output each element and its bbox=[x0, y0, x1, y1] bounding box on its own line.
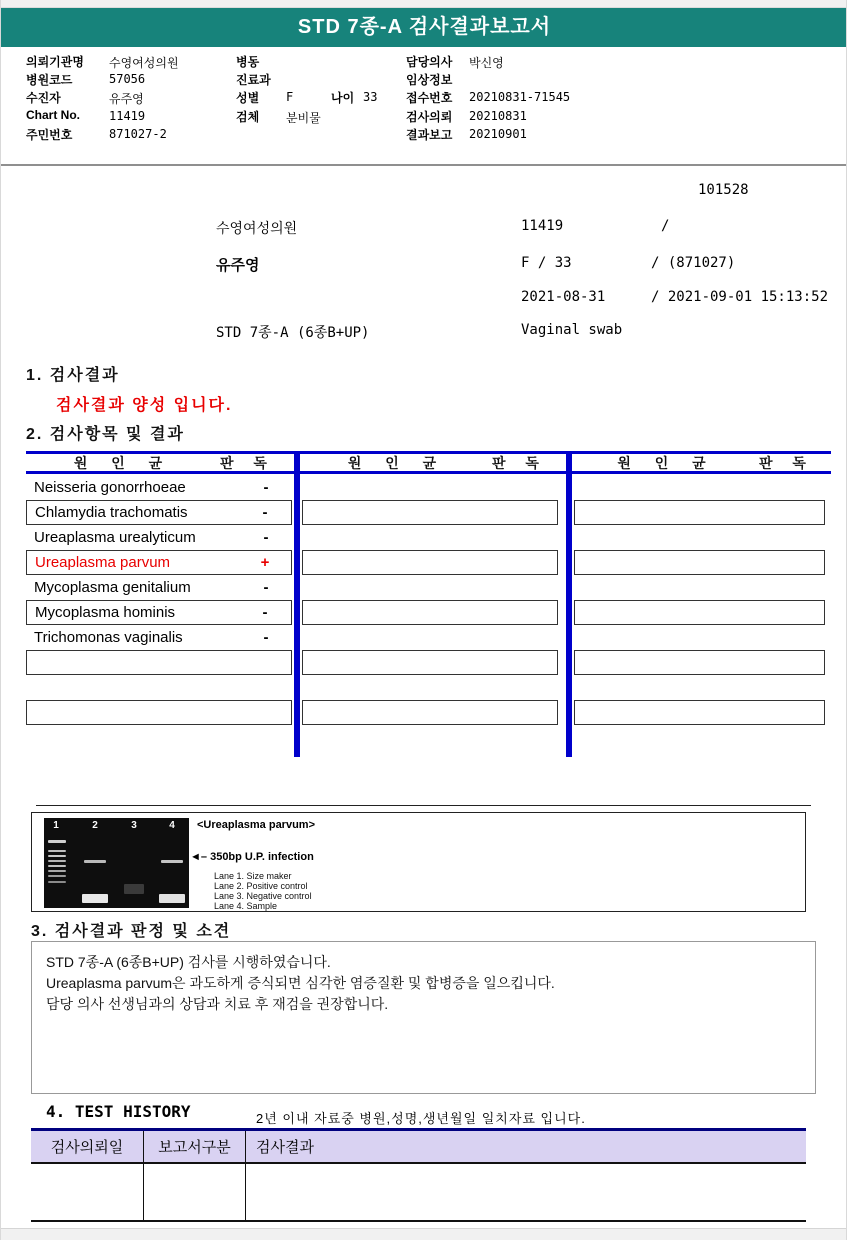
history-col-request-date: 검사의뢰일 bbox=[31, 1131, 144, 1162]
table-row-empty bbox=[574, 700, 825, 725]
history-table bbox=[31, 1128, 806, 1222]
field-resident-no: 주민번호 bbox=[26, 128, 73, 142]
table-row-empty bbox=[574, 650, 825, 675]
field-specimen-value: 분비물 bbox=[286, 111, 321, 125]
field-doctor-value: 박신영 bbox=[469, 56, 504, 70]
field-patient-value: 유주영 bbox=[109, 92, 144, 106]
band-label: 350bp U.P. infection bbox=[210, 851, 314, 863]
section1-heading: 1. 검사결과 bbox=[26, 367, 120, 384]
summary-chart-no: 11419 bbox=[521, 218, 564, 234]
gel-section-divider bbox=[36, 805, 811, 806]
band-arrow-icon: ◄– bbox=[190, 851, 208, 863]
field-report-date: 결과보고 bbox=[406, 128, 453, 142]
col-header-result: 판 독 bbox=[492, 454, 547, 471]
table-row: Ureaplasma urealyticum - bbox=[34, 529, 269, 546]
gel-legend-line: Lane 3. Negative control bbox=[214, 891, 312, 901]
table-row: Neisseria gonorrhoeae - bbox=[34, 479, 269, 496]
field-resident-no-value: 871027-2 bbox=[109, 127, 167, 141]
summary-test-name: STD 7종-A (6종B+UP) bbox=[216, 325, 370, 341]
field-age-value: 33 bbox=[363, 90, 378, 104]
field-sex: 성별 bbox=[236, 91, 260, 105]
gel-lane-number: 4 bbox=[169, 820, 175, 831]
summary-slash: / bbox=[661, 218, 670, 234]
field-specimen: 검체 bbox=[236, 110, 260, 124]
section2-heading: 2. 검사항목 및 결과 bbox=[26, 426, 185, 443]
gel-legend-line: Lane 1. Size maker bbox=[214, 871, 292, 881]
table-row-empty bbox=[302, 600, 558, 625]
header-divider bbox=[1, 164, 847, 166]
gel-band-annotation bbox=[190, 851, 314, 863]
serial-number: 101528 bbox=[698, 182, 749, 198]
summary-birth: / (871027) bbox=[651, 255, 736, 271]
field-chart-no-value: 11419 bbox=[109, 109, 146, 123]
field-chart-no: Chart No. bbox=[26, 108, 80, 122]
field-department: 진료과 bbox=[236, 73, 271, 87]
group2-header bbox=[302, 453, 564, 472]
history-note: 2년 이내 자료중 병원,성명,생년월일 일치자료 입니다. bbox=[256, 1111, 586, 1126]
gel-title: <Ureaplasma parvum> bbox=[197, 819, 316, 831]
field-request-date: 검사의뢰 bbox=[406, 110, 453, 124]
opinion-line: STD 7종-A (6종B+UP) 검사를 시행하였습니다. bbox=[46, 954, 331, 970]
title-banner bbox=[1, 8, 847, 47]
summary-specimen: Vaginal swab bbox=[521, 322, 623, 338]
summary-sex-age: F / 33 bbox=[521, 255, 572, 271]
table-vline-2 bbox=[566, 451, 572, 757]
summary-hospital: 수영여성의원 bbox=[216, 221, 298, 237]
history-col-report-type: 보고서구분 bbox=[144, 1131, 246, 1162]
opinion-line: Ureaplasma parvum은 과도하게 증식되면 심각한 염증질환 및 합병증을 일으킵니다. bbox=[46, 975, 555, 991]
summary-patient-name: 유주영 bbox=[216, 256, 260, 274]
field-clinical-info: 임상정보 bbox=[406, 73, 453, 87]
summary-request-date: 2021-08-31 bbox=[521, 289, 606, 305]
table-row-empty bbox=[574, 600, 825, 625]
col-header-organism: 원 인 균 bbox=[617, 454, 716, 471]
overall-result-text: 검사결과 양성 입니다. bbox=[56, 397, 233, 414]
field-institution-value: 수영여성의원 bbox=[109, 56, 179, 70]
gel-image bbox=[44, 818, 189, 908]
group3-header bbox=[574, 453, 831, 472]
table-row: Mycoplasma genitalium - bbox=[34, 579, 269, 596]
col-header-organism: 원 인 균 bbox=[347, 454, 447, 471]
field-institution: 의뢰기관명 bbox=[26, 55, 84, 69]
field-receipt-no: 접수번호 bbox=[406, 91, 453, 105]
gel-legend-line: Lane 4. Sample bbox=[214, 901, 278, 911]
field-request-date-value: 20210831 bbox=[469, 109, 527, 123]
table-row-empty bbox=[302, 700, 558, 725]
history-col-result: 검사결과 bbox=[256, 1139, 314, 1156]
table-row-empty bbox=[574, 500, 825, 525]
table-row-empty bbox=[302, 500, 558, 525]
table-row: Mycoplasma hominis - bbox=[26, 600, 292, 625]
field-report-date-value: 20210901 bbox=[469, 127, 527, 141]
top-window-strip bbox=[1, 0, 847, 8]
table-row-empty bbox=[574, 550, 825, 575]
table-row: Trichomonas vaginalis - bbox=[34, 629, 269, 646]
gel-legend-line: Lane 2. Positive control bbox=[214, 881, 308, 891]
field-age: 나이 bbox=[331, 91, 355, 105]
table-row-empty bbox=[26, 700, 292, 725]
col-header-result: 판 독 bbox=[759, 454, 814, 471]
history-body-row bbox=[31, 1164, 806, 1220]
section3-heading: 3. 검사결과 판정 및 소견 bbox=[31, 923, 232, 940]
group1-header bbox=[26, 453, 292, 472]
bottom-window-strip bbox=[1, 1228, 847, 1240]
section4-heading: 4. TEST HISTORY bbox=[46, 1102, 191, 1121]
field-doctor: 담당의사 bbox=[406, 55, 453, 69]
gel-figure bbox=[31, 812, 806, 912]
report-title: STD 7종-A 검사결과보고서 bbox=[297, 16, 552, 38]
field-ward: 병동 bbox=[236, 55, 260, 69]
field-hospital-code-value: 57056 bbox=[109, 72, 146, 86]
table-row-empty bbox=[26, 650, 292, 675]
opinion-box bbox=[31, 941, 816, 1094]
gel-lane-number: 3 bbox=[131, 820, 137, 831]
history-header-row bbox=[31, 1131, 806, 1164]
table-row-empty bbox=[302, 550, 558, 575]
table-row-positive: Ureaplasma parvum + bbox=[26, 550, 292, 575]
field-hospital-code: 병원코드 bbox=[26, 73, 73, 87]
col-header-organism: 원 인 균 bbox=[73, 454, 173, 471]
opinion-line: 담당 의사 선생님과의 상담과 치료 후 재검을 권장합니다. bbox=[46, 996, 389, 1012]
gel-lane-number: 2 bbox=[92, 820, 98, 831]
col-header-result: 판 독 bbox=[220, 454, 275, 471]
table-vline-1 bbox=[294, 451, 300, 757]
summary-report-datetime: / 2021-09-01 15:13:52 bbox=[651, 289, 829, 305]
field-patient: 수진자 bbox=[26, 91, 61, 105]
gel-lane-number: 1 bbox=[53, 820, 59, 831]
field-receipt-no-value: 20210831-71545 bbox=[469, 90, 571, 104]
table-row: Chlamydia trachomatis - bbox=[26, 500, 292, 525]
table-row-empty bbox=[302, 650, 558, 675]
field-sex-value: F bbox=[286, 90, 294, 104]
